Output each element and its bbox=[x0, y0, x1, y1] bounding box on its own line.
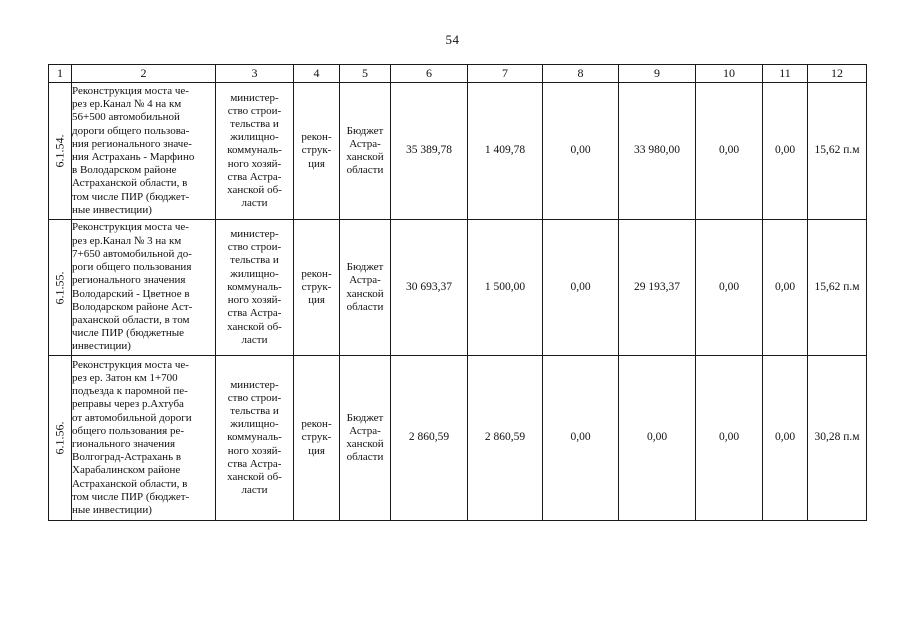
amount-col-9: 29 193,37 bbox=[619, 220, 696, 356]
organization: министер- ство строи- тельства и жилищно- коммуналь- ного хозяй- ства Астра- ханской об- ласти bbox=[227, 378, 282, 497]
total-amount: 2 860,59 bbox=[391, 356, 468, 521]
work-type-cell bbox=[294, 356, 340, 521]
organization-cell bbox=[216, 220, 294, 356]
organization-cell bbox=[216, 83, 294, 220]
total-amount: 30 693,37 bbox=[391, 220, 468, 356]
column-header: 10 bbox=[696, 65, 763, 83]
work-type: рекон- струк- ция bbox=[301, 418, 332, 457]
row-number-cell bbox=[49, 356, 72, 521]
project-name-cell bbox=[72, 356, 216, 521]
work-type-cell bbox=[294, 220, 340, 356]
row-number: 6.1.55. bbox=[52, 271, 67, 304]
organization-cell bbox=[216, 356, 294, 521]
amount-col-10: 0,00 bbox=[696, 220, 763, 356]
project-name: Реконструкция моста че- рез ер.Канал № 3 на км 7+650 автомобильной до- роги общего пользования регионального значения Володарский - Цветное в Володарском районе Аст- раханской области, в том числе ПИР (бюджетные инвестиции) bbox=[72, 221, 193, 353]
column-header: 6 bbox=[391, 65, 468, 83]
amount-col-7: 2 860,59 bbox=[468, 356, 543, 521]
table-row bbox=[49, 83, 867, 220]
row-number: 6.1.56. bbox=[52, 421, 67, 455]
column-header: 11 bbox=[763, 65, 808, 83]
table-row bbox=[49, 356, 867, 521]
column-header: 4 bbox=[294, 65, 340, 83]
row-number-cell bbox=[49, 83, 72, 220]
row-number: 6.1.54. bbox=[52, 134, 67, 168]
work-type: рекон- струк- ция bbox=[301, 131, 332, 170]
column-header: 5 bbox=[340, 65, 391, 83]
amount-col-7: 1 409,78 bbox=[468, 83, 543, 220]
project-name: Реконструкция моста че- рез ер. Затон км 1+700 подъезда к паромной пе- реправы через р.Ахтуба от автомобильной дороги общего пользования ре- гионального значения Волгоград-Астрахань в Харабалинском районе Астраханской области, в том числе ПИР (бюджет- ные инвестиции) bbox=[72, 358, 192, 517]
amount-col-11: 0,00 bbox=[763, 220, 808, 356]
amount-col-11: 0,00 bbox=[763, 356, 808, 521]
column-header: 7 bbox=[468, 65, 543, 83]
funding-source: Бюджет Астра- ханской области bbox=[346, 124, 384, 177]
column-header: 9 bbox=[619, 65, 696, 83]
column-header: 1 bbox=[49, 65, 72, 83]
funding-source-cell bbox=[340, 220, 391, 356]
amount-col-7: 1 500,00 bbox=[468, 220, 543, 356]
project-name: Реконструкция моста че- рез ер.Канал № 4 на км 56+500 автомобильной дороги общего пользова- ния регионального значе- ния Астрахань - Марфино в Володарском районе Астраханской области, в том числе ПИР (бюджет- ные инвестиции) bbox=[72, 84, 195, 216]
total-amount: 35 389,78 bbox=[391, 83, 468, 220]
funding-source: Бюджет Астра- ханской области bbox=[346, 411, 384, 464]
funding-source-cell bbox=[340, 83, 391, 220]
funding-source: Бюджет Астра- ханской области bbox=[346, 261, 384, 313]
amount-col-8: 0,00 bbox=[543, 356, 619, 521]
organization: министер- ство строи- тельства и жилищно- коммуналь- ного хозяй- ства Астра- ханской об- ласти bbox=[227, 228, 282, 346]
page-number: 54 bbox=[445, 32, 460, 47]
project-name-cell bbox=[72, 220, 216, 356]
amount-col-9: 0,00 bbox=[619, 356, 696, 521]
row-number-cell bbox=[49, 220, 72, 356]
work-type-cell bbox=[294, 83, 340, 220]
amount-col-8: 0,00 bbox=[543, 83, 619, 220]
table-row bbox=[49, 220, 867, 356]
organization: министер- ство строи- тельства и жилищно- коммуналь- ного хозяй- ства Астра- ханской об- ласти bbox=[227, 91, 282, 210]
project-name-cell bbox=[72, 83, 216, 220]
work-type: рекон- струк- ция bbox=[301, 267, 332, 307]
amount-col-10: 0,00 bbox=[696, 356, 763, 521]
amount-col-10: 0,00 bbox=[696, 83, 763, 220]
funding-source-cell bbox=[340, 356, 391, 521]
amount-col-11: 0,00 bbox=[763, 83, 808, 220]
column-header: 8 bbox=[543, 65, 619, 83]
capacity: 15,62 п.м bbox=[808, 83, 867, 220]
column-header: 12 bbox=[808, 65, 867, 83]
column-header: 3 bbox=[216, 65, 294, 83]
capacity: 15,62 п.м bbox=[808, 220, 867, 356]
capacity: 30,28 п.м bbox=[808, 356, 867, 521]
header-row bbox=[49, 65, 867, 83]
amount-col-9: 33 980,00 bbox=[619, 83, 696, 220]
amount-col-8: 0,00 bbox=[543, 220, 619, 356]
column-header: 2 bbox=[72, 65, 216, 83]
investment-table bbox=[48, 64, 867, 521]
